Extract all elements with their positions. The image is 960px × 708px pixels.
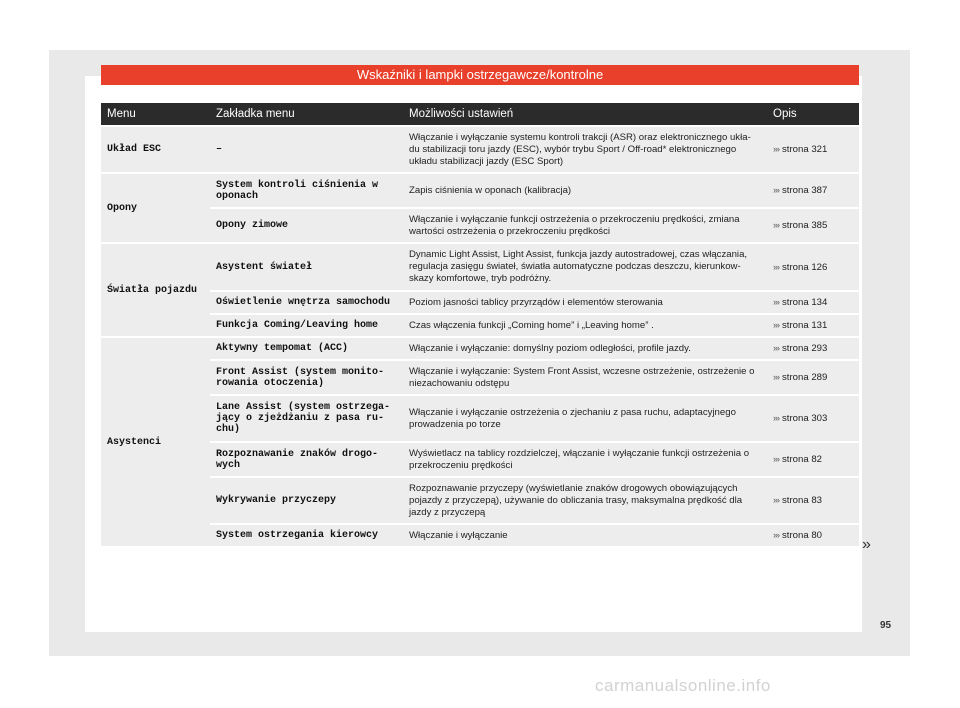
- page-reference[interactable]: [767, 525, 859, 546]
- reference-arrows-icon: ›››: [773, 454, 779, 464]
- reference-arrows-icon: ›››: [773, 261, 779, 272]
- page-reference-text: strona 289: [782, 372, 828, 383]
- table-row: [101, 315, 859, 336]
- page-reference-text: strona 385: [782, 220, 828, 231]
- options-cell: Włączanie i wyłączanie: domyślny poziom odległości, profile jazdy.: [403, 338, 767, 359]
- reference-arrows-icon: ›››: [773, 144, 779, 154]
- options-cell: Włączanie i wyłączanie ostrzeżenia o zjechaniu z pasa ruchu, adaptacyjnego prowadzenia po torze: [403, 396, 767, 441]
- page-reference[interactable]: [767, 292, 859, 313]
- column-header-tab: Zakładka menu: [210, 103, 403, 125]
- page-reference-text: strona 134: [782, 297, 828, 308]
- reference-arrows-icon: ›››: [773, 530, 779, 540]
- menu-cell: Opony: [101, 174, 210, 242]
- options-cell: Włączanie i wyłączanie: [403, 525, 767, 546]
- table-row: [101, 525, 859, 546]
- page-reference-text: strona 303: [782, 413, 828, 424]
- table-row: [101, 443, 859, 476]
- reference-arrows-icon: ›››: [773, 343, 779, 353]
- table-row: [101, 361, 859, 394]
- reference-arrows-icon: ›››: [773, 320, 779, 330]
- table-row: [101, 292, 859, 313]
- options-cell: Zapis ciśnienia w oponach (kalibracja): [403, 174, 767, 207]
- watermark: carmanualsonline.info: [595, 676, 771, 695]
- reference-arrows-icon: ›››: [773, 413, 779, 423]
- column-header-options: Możliwości ustawień: [403, 103, 767, 125]
- page-reference-text: strona 321: [782, 144, 828, 155]
- page-number: 95: [880, 620, 892, 631]
- continue-mark: »: [862, 536, 871, 553]
- page-reference[interactable]: [767, 315, 859, 336]
- settings-table: [101, 101, 859, 548]
- options-cell: Włączanie i wyłączanie funkcji ostrzeżenia o przekroczeniu prędkości, zmiana wartości ostrzeżenia o przekroczeniu prędkości: [403, 209, 767, 242]
- page-reference-text: strona 387: [782, 185, 828, 196]
- tab-cell: Rozpoznawanie znaków drogo-wych: [210, 443, 403, 476]
- reference-arrows-icon: ›››: [773, 372, 779, 382]
- options-cell: Poziom jasności tablicy przyrządów i elementów sterowania: [403, 292, 767, 313]
- table-row: [101, 209, 859, 242]
- table-row: [101, 396, 859, 441]
- page-reference-text: strona 80: [782, 530, 823, 541]
- options-cell: Wyświetlacz na tablicy rozdzielczej, włączanie i wyłączanie funkcji ostrzeżenia o przekroczeniu prędkości: [403, 443, 767, 476]
- table-row: [101, 478, 859, 523]
- table-row: [101, 174, 859, 207]
- tab-cell: Front Assist (system monito-rowania otoczenia): [210, 361, 403, 394]
- options-cell: Rozpoznawanie przyczepy (wyświetlanie znaków drogowych obowiązujących pojazdy z przyczepą), używanie do obliczania trasy, maksymalna prędkość dla jazdy z przyczepą: [403, 478, 767, 523]
- page-reference-text: strona 293: [782, 343, 828, 354]
- table-row: [101, 244, 859, 290]
- tab-cell: Opony zimowe: [210, 209, 403, 242]
- page-reference[interactable]: [767, 209, 859, 242]
- options-cell: Czas włączenia funkcji „Coming home” i „Leaving home” .: [403, 315, 767, 336]
- page-reference[interactable]: [767, 361, 859, 394]
- reference-arrows-icon: ›››: [773, 495, 779, 505]
- reference-arrows-icon: ›››: [773, 220, 779, 230]
- column-header-description: Opis: [767, 103, 859, 125]
- table-row: [101, 338, 859, 359]
- page-reference[interactable]: [767, 127, 859, 172]
- page-reference[interactable]: [767, 174, 859, 207]
- tab-cell: –: [210, 127, 403, 172]
- options-cell: Włączanie i wyłączanie: System Front Assist, wczesne ostrzeżenie, ostrzeżenie o niezachowaniu odstępu: [403, 361, 767, 394]
- tab-cell: Lane Assist (system ostrzega-jący o zjeżdżaniu z pasa ru-chu): [210, 396, 403, 441]
- table-row: [101, 127, 859, 172]
- tab-cell: System kontroli ciśnienia w oponach: [210, 174, 403, 207]
- tab-cell: Oświetlenie wnętrza samochodu: [210, 292, 403, 313]
- page-reference[interactable]: [767, 244, 859, 290]
- reference-arrows-icon: ›››: [773, 185, 779, 195]
- page-reference[interactable]: [767, 338, 859, 359]
- page-reference-text: strona 126: [782, 261, 828, 273]
- options-cell: Dynamic Light Assist, Light Assist, funkcja jazdy autostradowej, czas włączania, regulacja zasięgu świateł, światła automatyczne podczas deszczu, kierunkow-skazy komfortowe, tryb podróżny.: [403, 244, 767, 290]
- page-reference-text: strona 83: [782, 495, 823, 506]
- menu-cell: Układ ESC: [101, 127, 210, 172]
- menu-cell: Światła pojazdu: [101, 244, 210, 336]
- tab-cell: Asystent świateł: [210, 244, 403, 290]
- section-title: Wskaźniki i lampki ostrzegawcze/kontrolne: [101, 65, 859, 85]
- tab-cell: Funkcja Coming/Leaving home: [210, 315, 403, 336]
- options-cell: Włączanie i wyłączanie systemu kontroli trakcji (ASR) oraz elektronicznego ukła-du stabilizacji toru jazdy (ESC), wybór trybu Sport / Off-road* elektronicznego układu stabilizacji jazdy (ESC Sport): [403, 127, 767, 172]
- page-reference[interactable]: [767, 443, 859, 476]
- tab-cell: Wykrywanie przyczepy: [210, 478, 403, 523]
- page-reference[interactable]: [767, 478, 859, 523]
- tab-cell: Aktywny tempomat (ACC): [210, 338, 403, 359]
- page-reference-text: strona 82: [782, 454, 823, 465]
- page-reference[interactable]: [767, 396, 859, 441]
- page-reference-text: strona 131: [782, 320, 828, 331]
- column-header-menu: Menu: [101, 103, 210, 125]
- tab-cell: System ostrzegania kierowcy: [210, 525, 403, 546]
- menu-cell: Asystenci: [101, 338, 210, 546]
- table-header-row: [101, 103, 859, 125]
- reference-arrows-icon: ›››: [773, 297, 779, 307]
